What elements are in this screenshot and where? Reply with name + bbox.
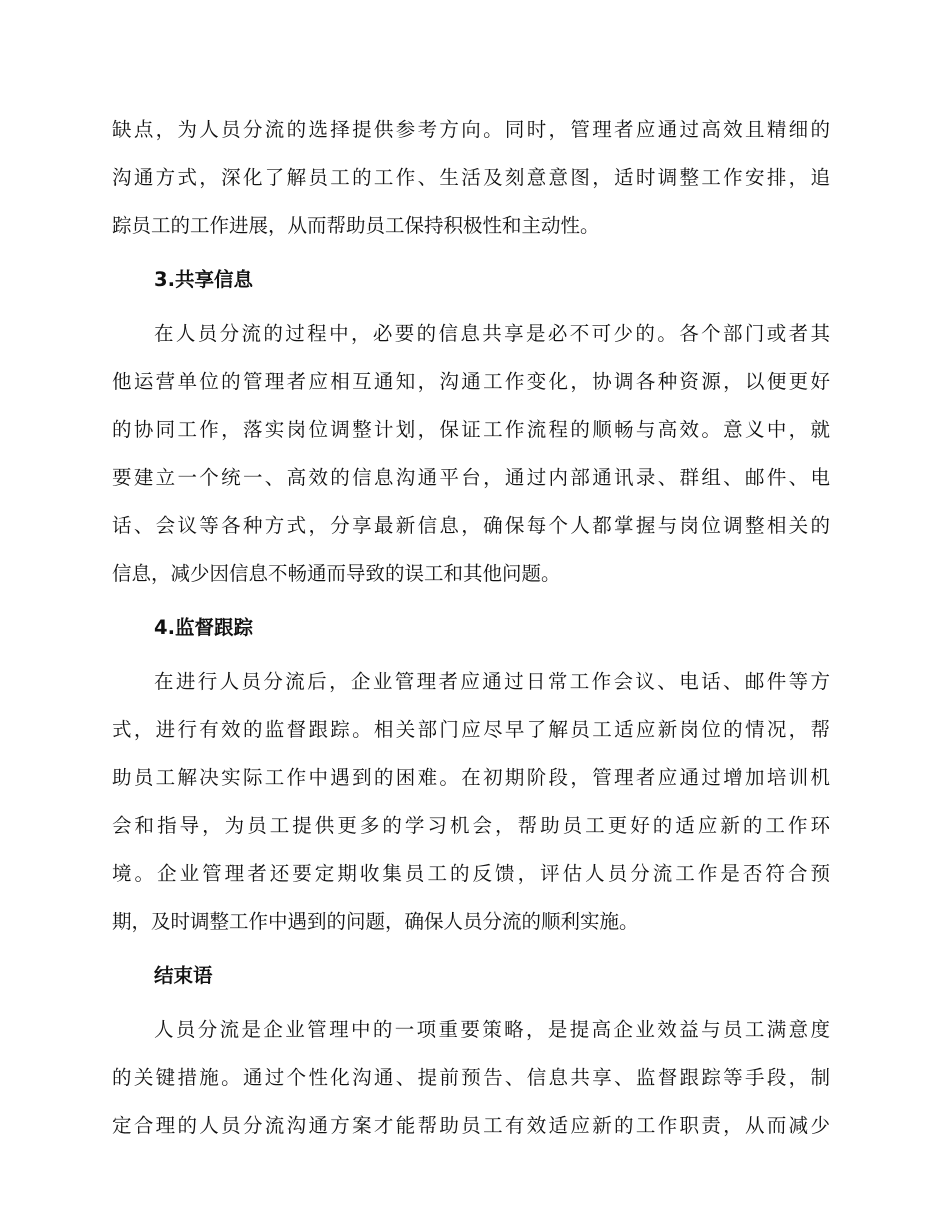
text-line: 会和指导，为员工提供更多的学习机会，帮助员工更好的适应新的工作环 [112,814,830,837]
section-heading-share-info: 3.共享信息 [154,268,253,291]
text-line: 沟通方式，深化了解员工的工作、生活及刻意意图，适时调整工作安排，追 [112,166,830,189]
paragraph-share-info [112,310,830,598]
text-line: 信息，减少因信息不畅通而导致的误工和其他问题。 [112,562,561,585]
text-line: 式，进行有效的监督跟踪。相关部门应尽早了解员工适应新岗位的情况，帮 [112,718,830,741]
section-heading-conclusion: 结束语 [154,964,213,987]
section-heading-supervision: 4.监督跟踪 [154,616,253,639]
paragraph-conclusion [112,1006,830,1150]
text-line: 助员工解决实际工作中遇到的困难。在初期阶段，管理者应通过增加培训机 [112,766,830,789]
text-line: 他运营单位的管理者应相互通知，沟通工作变化，协调各种资源，以便更好 [112,370,830,393]
text-line: 在进行人员分流后，企业管理者应通过日常工作会议、电话、邮件等方 [154,670,830,693]
text-line: 缺点，为人员分流的选择提供参考方向。同时，管理者应通过高效且精细的 [112,118,830,141]
text-line: 境。企业管理者还要定期收集员工的反馈，评估人员分流工作是否符合预 [112,862,830,885]
text-line: 踪员工的工作进展，从而帮助员工保持积极性和主动性。 [112,214,600,237]
document-page [112,106,830,1156]
paragraph-supervision [112,658,830,946]
text-line: 的协同工作，落实岗位调整计划，保证工作流程的顺畅与高效。意义中，就 [112,418,830,441]
text-line: 话、会议等各种方式，分享最新信息，确保每个人都掌握与岗位调整相关的 [112,514,830,537]
paragraph-continuation [112,106,830,250]
text-line: 要建立一个统一、高效的信息沟通平台，通过内部通讯录、群组、邮件、电 [112,466,830,489]
text-line: 在人员分流的过程中，必要的信息共享是必不可少的。各个部门或者其 [154,322,830,345]
text-line: 人员分流是企业管理中的一项重要策略，是提高企业效益与员工满意度 [154,1018,830,1041]
text-line: 的关键措施。通过个性化沟通、提前预告、信息共享、监督跟踪等手段，制 [112,1066,830,1089]
text-line: 定合理的人员分流沟通方案才能帮助员工有效适应新的工作职责，从而减少 [112,1114,830,1137]
text-line: 期，及时调整工作中遇到的问题，确保人员分流的顺利实施。 [112,910,639,933]
